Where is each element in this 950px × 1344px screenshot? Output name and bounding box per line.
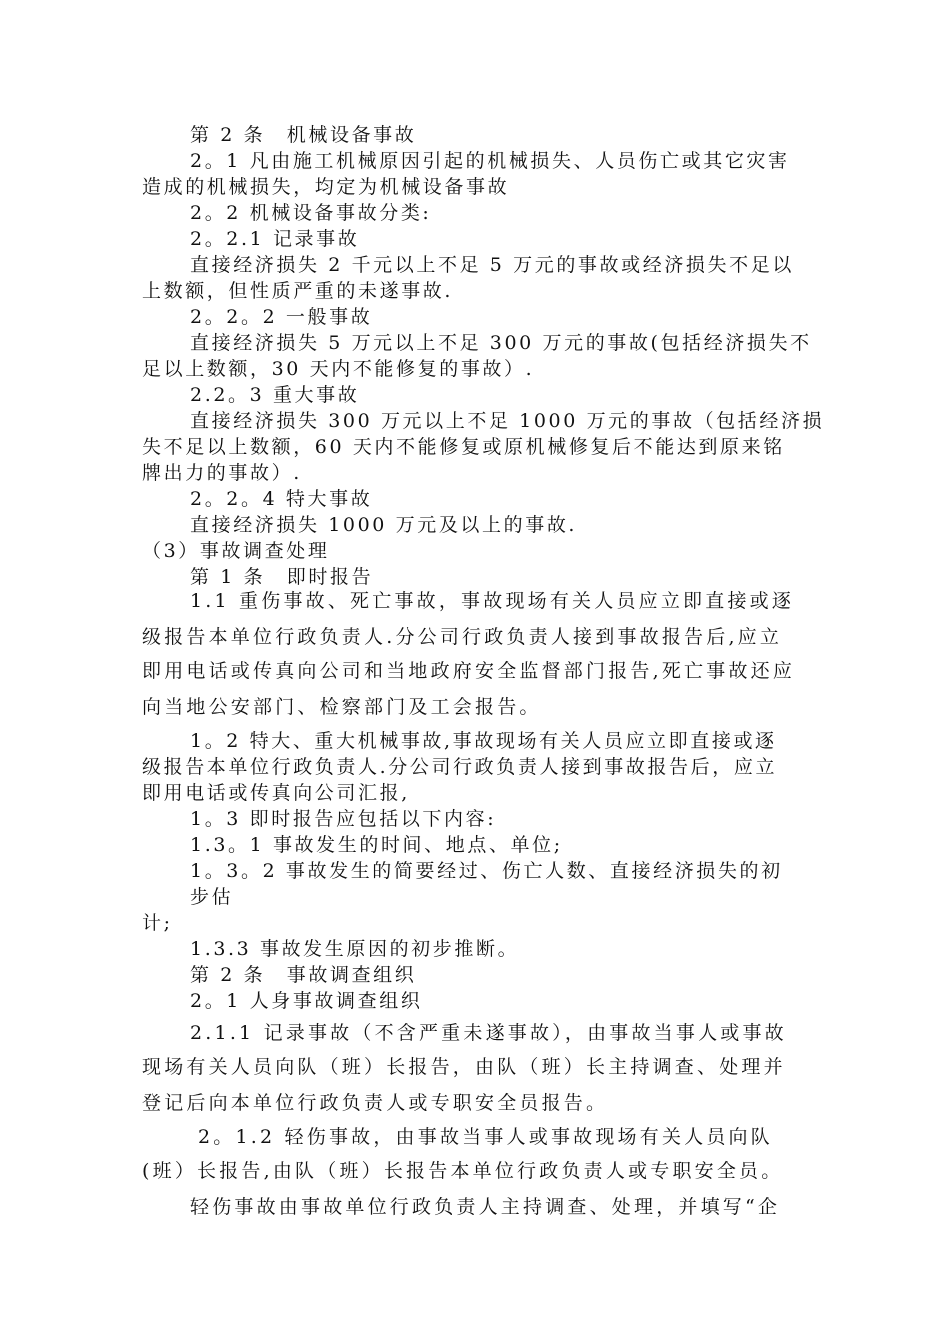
text-line: 即用电话或传真向公司和当地政府安全监督部门报告,死亡事故还应 [142,660,796,682]
article-2-heading: 第 2 条 机械设备事故 [190,124,417,146]
text-line: 2。1 人身事故调查组织 [190,990,423,1012]
text-line: 牌出力的事故）. [142,462,302,484]
text-line: 轻伤事故由事故单位行政负责人主持调查、处理，并填写“企 [190,1196,781,1218]
article-1-heading: 第 1 条 即时报告 [190,566,374,588]
text-line: 1。3。2 事故发生的简要经过、伤亡人数、直接经济损失的初 [190,860,783,882]
text-line: 直接经济损失 1000 万元及以上的事故. [190,514,578,536]
text-line: 直接经济损失 2 千元以上不足 5 万元的事故或经济损失不足以 [190,254,794,276]
text-line: 登记后向本单位行政负责人或专职安全员报告。 [142,1092,609,1114]
text-line: 1.3。1 事故发生的时间、地点、单位; [190,834,563,856]
text-line: 2。2。4 特大事故 [190,488,373,510]
text-line: 1。3 即时报告应包括以下内容: [190,808,497,830]
section-3-heading: （3）事故调查处理 [142,540,330,562]
text-line: 2。1.2 轻伤事故，由事故当事人或事故现场有关人员向队 [198,1126,773,1148]
text-line: 计; [142,912,173,934]
text-line: 2。1 凡由施工机械原因引起的机械损失、人员伤亡或其它灾害 [190,150,790,172]
text-line: 失不足以上数额，60 天内不能修复或原机械修复后不能达到原来铭 [142,436,785,458]
text-line: 2.2。3 重大事故 [190,384,360,406]
text-line: 步估 [190,886,234,908]
text-line: 1.3.3 事故发生原因的初步推断。 [190,938,520,960]
text-line: 足以上数额，30 天内不能修复的事故）. [142,358,535,380]
text-line: 2。2。2 一般事故 [190,306,373,328]
text-line: 直接经济损失 300 万元以上不足 1000 万元的事故（包括经济损 [190,410,825,432]
text-line: 级报告本单位行政负责人.分公司行政负责人接到事故报告后，应立 [142,756,778,778]
text-line: 造成的机械损失，均定为机械设备事故 [142,176,510,198]
text-line: 即用电话或传真向公司汇报, [142,782,410,804]
text-line: 上数额，但性质严重的未遂事故. [142,280,454,302]
text-line: 2。2 机械设备事故分类: [190,202,432,224]
text-line: 向当地公安部门、检察部门及工会报告。 [142,696,542,718]
text-line: 2。2.1 记录事故 [190,228,360,250]
text-line: 现场有关人员向队（班）长报告，由队（班）长主持调查、处理并 [142,1056,786,1078]
text-line: (班）长报告,由队（班）长报告本单位行政负责人或专职安全员。 [142,1160,784,1182]
article-2-investigation-heading: 第 2 条 事故调查组织 [190,964,417,986]
text-line: 级报告本单位行政负责人.分公司行政负责人接到事故报告后,应立 [142,626,783,648]
text-line: 1.1 重伤事故、死亡事故，事故现场有关人员应立即直接或逐 [190,590,795,612]
text-line: 1。2 特大、重大机械事故,事故现场有关人员应立即直接或逐 [190,730,777,752]
text-line: 直接经济损失 5 万元以上不足 300 万元的事故(包括经济损失不 [190,332,812,354]
text-line: 2.1.1 记录事故（不含严重未遂事故），由事故当事人或事故 [190,1022,787,1044]
